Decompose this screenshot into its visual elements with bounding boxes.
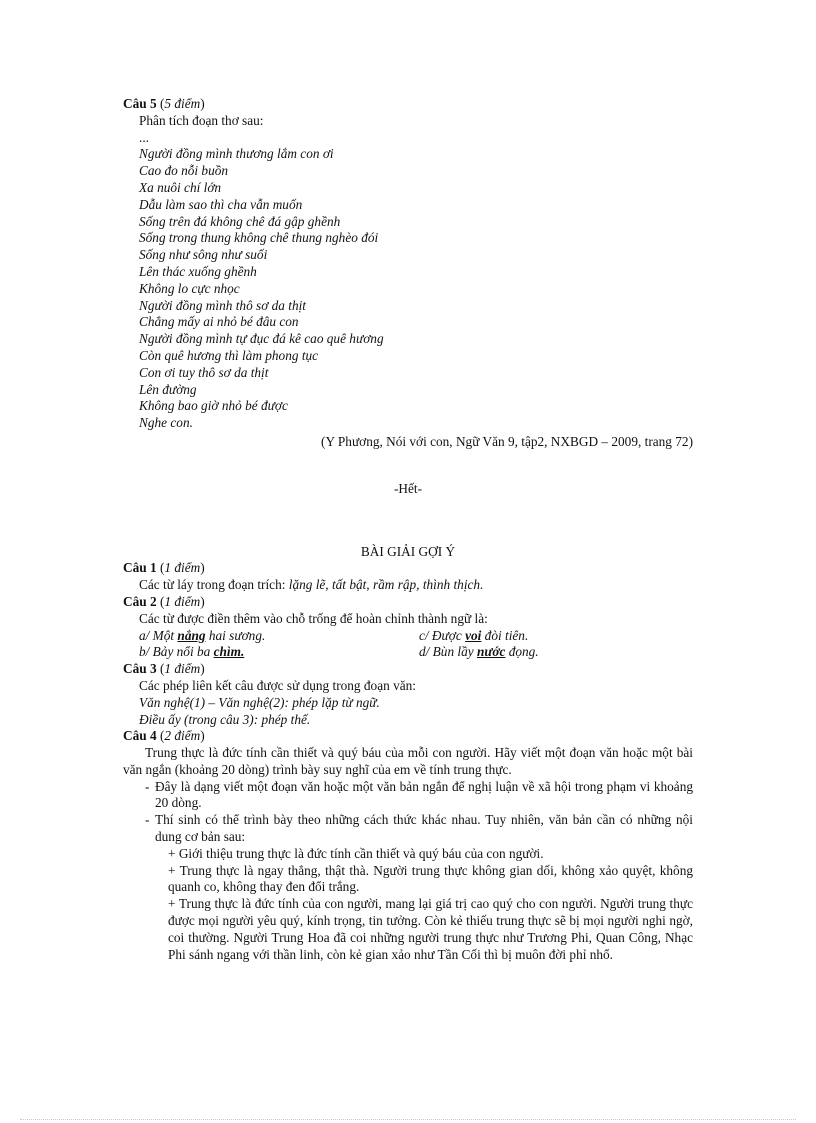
cau4-plus-1: + Giới thiệu trung thực là đức tính cần thiết và quý báu của con người.	[168, 845, 544, 861]
cau4-dash-2: Thí sinh có thể trình bày theo những cách thức khác nhau. Tuy nhiên, văn bản cần có những nội dung cơ bản sau:	[155, 812, 693, 845]
poem-source: (Y Phương, Nói với con, Ngữ Văn 9, tập2, NXBGD – 2009, trang 72)	[321, 433, 693, 449]
cau2-c-post: đòi tiên.	[481, 627, 529, 643]
cau4-heading: Câu 4 (2 điểm)	[123, 728, 205, 744]
answer-title: BÀI GIẢI GỢI Ý	[360, 543, 456, 559]
poem-line: Sống như sông như suối	[139, 247, 268, 263]
cau4-dash-item	[123, 812, 693, 846]
poem-ellipsis: ...	[139, 129, 149, 145]
poem-line: Cao đo nỗi buồn	[139, 163, 229, 179]
cau3-intro: Các phép liên kết câu được sử dụng trong đoạn văn:	[139, 677, 416, 693]
dash-bullet: -	[145, 812, 150, 828]
cau2-c-word: voi	[465, 627, 482, 643]
poem-line: Người đồng mình thương lắm con ơi	[139, 146, 334, 162]
poem-line: Sống trên đá không chê đá gập ghềnh	[139, 213, 341, 229]
cau2-answer-c	[419, 628, 693, 645]
cau4-dash-item	[123, 779, 693, 813]
cau2-d-word: nước	[476, 644, 506, 660]
poem-line: Con ơi tuy thô sơ da thịt	[139, 364, 269, 380]
cau1-points: 1 điểm	[164, 560, 201, 576]
cau1-answer: lặng lẽ, tất bật, rầm rập, thình thịch.	[288, 577, 484, 593]
poem-line: Nghe con.	[139, 415, 193, 431]
cau2-row-1	[123, 628, 693, 645]
cau5-label: Câu 5	[123, 96, 157, 111]
cau1-answer-line	[123, 577, 693, 594]
cau3-line-2: Điều ấy (trong câu 3): phép thế.	[139, 711, 311, 727]
cau2-d-pre: d/ Bùn lầy	[419, 644, 477, 660]
cau2-c-pre: c/ Được	[419, 627, 466, 643]
cau3-line-1: Văn nghệ(1) – Văn nghệ(2): phép lặp từ ngữ.	[139, 694, 380, 710]
end-mark: -Hết-	[393, 480, 423, 496]
poem-line: Xa nuôi chí lớn	[139, 179, 222, 195]
cau3-heading: Câu 3 (1 điểm)	[123, 661, 205, 677]
cau2-answer-b	[123, 644, 419, 661]
poem-line: Người đồng mình thô sơ da thịt	[139, 297, 306, 313]
cau2-d-post: đọng.	[505, 644, 539, 660]
cau2-answer-a	[123, 628, 419, 645]
cau2-a-pre: a/ Một	[139, 627, 178, 643]
cau2-a-post: hai sương.	[205, 627, 266, 643]
cau3-points: 1 điểm	[164, 661, 201, 677]
cau1-label: Câu 1	[123, 560, 157, 576]
cau2-a-word: nắng	[177, 627, 206, 643]
cau2-label: Câu 2	[123, 593, 157, 609]
cau5-points: 5 điểm	[164, 96, 201, 111]
cau4-label: Câu 4	[123, 728, 157, 744]
cau4-dash-1: Đây là dạng viết một đoạn văn hoặc một văn bản ngắn để nghị luận về xã hội trong phạm vi khoảng 20 dòng.	[155, 778, 693, 811]
document-page	[123, 96, 693, 963]
cau2-intro: Các từ được điền thêm vào chỗ trống để hoàn chỉnh thành ngữ là:	[139, 610, 488, 626]
cau5-heading: Câu 5 (5 điểm)	[123, 96, 205, 111]
cau1-heading: Câu 1 (1 điểm)	[123, 560, 205, 576]
poem-line: Dẫu làm sao thì cha vẫn muốn	[139, 196, 303, 212]
poem-line: Người đồng mình tự đục đá kê cao quê hương	[139, 331, 384, 347]
poem	[123, 146, 693, 432]
poem-line: Lên đường	[139, 381, 197, 397]
poem-line: Không lo cực nhọc	[139, 280, 240, 296]
cau1-intro: Các từ láy trong đoạn trích:	[139, 577, 289, 593]
poem-line: Không bao giờ nhỏ bé được	[139, 398, 288, 414]
cau2-b-word: chìm.	[213, 644, 245, 660]
dash-bullet: -	[145, 778, 150, 794]
poem-line: Sống trong thung không chê thung nghèo đói	[139, 230, 379, 246]
cau3-label: Câu 3	[123, 661, 157, 677]
cau4-plus-2: + Trung thực là ngay thẳng, thật thà. Người trung thực không gian dối, không xảo quyệt, không quanh co, không thay đen đổi trắng.	[168, 862, 693, 895]
page-bottom-rule	[20, 1119, 796, 1120]
poem-line: Chẳng mấy ai nhỏ bé đâu con	[139, 314, 299, 330]
poem-line: Còn quê hương thì làm phong tục	[139, 347, 319, 363]
cau2-b-pre: b/ Bảy nổi ba	[139, 644, 214, 660]
cau4-prompt: Trung thực là đức tính cần thiết và quý báu của mỗi con người. Hãy viết một đoạn văn hoặc một bài văn ngắn (khoảng 20 dòng) trình bày suy nghĩ của em về tính trung thực.	[123, 745, 693, 777]
cau2-heading: Câu 2 (1 điểm)	[123, 593, 205, 609]
cau4-points: 2 điểm	[164, 728, 201, 744]
poem-line: Lên thác xuống ghềnh	[139, 263, 257, 279]
cau2-row-2	[123, 644, 693, 661]
cau4-plus-3: + Trung thực là đức tính của con người, mang lại giá trị cao quý cho con người. Người trung thực được mọi người yêu quý, kính trọng, tin tưởng. Còn kẻ thiếu trung thực sẽ bị mọi người nghi ngờ, coi thường. Người Trung Hoa đã coi những người trung thực như Trương Phi, Quan Công, Nhạc Phi sánh ngang với thần linh, còn kẻ gian xảo như Tần Cối thì bị muôn đời phỉ nhổ.	[168, 896, 693, 962]
cau2-answer-d	[419, 644, 693, 661]
cau5-prompt: Phân tích đoạn thơ sau:	[139, 112, 264, 128]
cau2-points: 1 điểm	[164, 593, 201, 609]
